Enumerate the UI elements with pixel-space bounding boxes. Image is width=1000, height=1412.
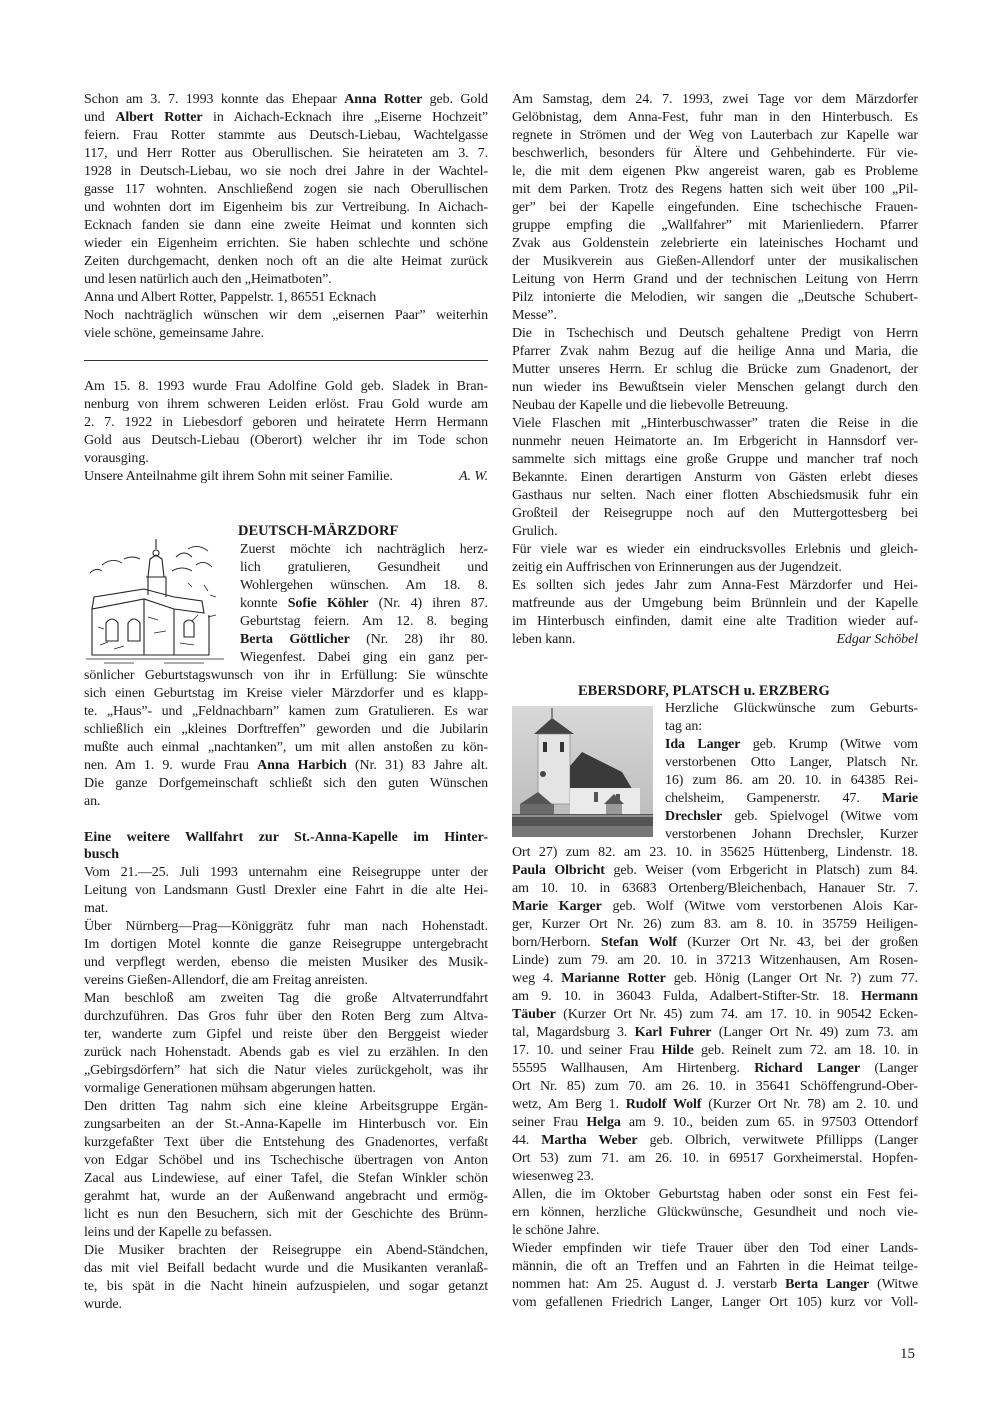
- text-line: [512, 307, 918, 325]
- text-line: [512, 631, 918, 649]
- text-line: [84, 775, 488, 793]
- text-run: (Kurzer Ort Nr. 45) zum 74. am 17. 10. in 90542 Ecken-: [555, 1007, 918, 1022]
- text-run: geb. Wolf (Witwe vom verstorbenen Alois Kar-: [601, 899, 918, 914]
- text-run: tal, Magardsburg 3.: [512, 1025, 635, 1040]
- text-run: Vom 21.—25. Juli 1993 unternahm eine Reisegruppe unter der: [84, 865, 488, 880]
- text-run: born/Herborn.: [512, 935, 601, 950]
- text-line: [84, 1206, 488, 1224]
- text-run: und: [84, 110, 116, 125]
- text-line: [84, 864, 488, 882]
- text-run: in Aichach-Ecknach ihre „Eiserne Hochzeit”: [202, 110, 488, 125]
- text-line: [512, 595, 918, 613]
- text-line: [512, 181, 918, 199]
- text-run: Den dritten Tag nahm sich eine kleine Arbeitsgruppe Ergän-: [84, 1099, 488, 1114]
- text-run: regnete in Strömen und der Weg von Lauterbach zur Kapelle war: [512, 128, 918, 143]
- text-line: [84, 685, 488, 703]
- text-run: Viele Flaschen mit „Hinterbuschwasser” traten die Reise in die: [512, 416, 918, 431]
- text-line: [84, 1026, 488, 1044]
- text-run: geb. Olbrich, verwitwete Pfillipps (Langer: [637, 1133, 918, 1148]
- article-heading-wallfahrt: [84, 829, 488, 863]
- person-name: Rudolf Wolf: [625, 1097, 702, 1112]
- text-run: geb. Hönig (Langer Ort Nr. ?) zum 77.: [665, 971, 918, 986]
- text-line: [512, 469, 918, 487]
- text-line: [512, 361, 918, 379]
- text-run: licht es nun den Besuchern, sich mit der Geschichte des Brünn-: [84, 1207, 488, 1222]
- page-number: 15: [900, 1346, 915, 1362]
- text-run: wieder ein Eigenheim errichten. Sie haben schlechte und schöne: [84, 236, 488, 251]
- article-maerzdorf-birthdays: [84, 541, 488, 811]
- text-line: [84, 721, 488, 739]
- text-run: le, die mit dem eigenen Pkw angereist waren, gab es Probleme: [512, 164, 918, 179]
- text-run: am 9. 10. in 36043 Fulda, Adalbert-Stifter-Str. 18.: [512, 989, 862, 1004]
- text-line: [84, 1062, 488, 1080]
- text-line: [84, 1260, 488, 1278]
- text-run: wetz, Am Berg 1.: [512, 1097, 626, 1112]
- text-line: [512, 145, 918, 163]
- person-name: Berta Langer: [785, 1277, 870, 1292]
- text-run: ern können, herzliche Glückwünsche, Gesundheit und noch vie-: [512, 1205, 918, 1220]
- text-line: [512, 1150, 918, 1168]
- text-run: Man beschloß am zweiten Tag die große Altvaterrundfahrt: [84, 991, 488, 1006]
- text-run: geb. Weiser (vom Erbgericht in Platsch) zum 84.: [604, 863, 918, 878]
- text-run: nen. Am 1. 9. wurde Frau: [84, 758, 258, 773]
- text-line: [84, 253, 488, 271]
- text-run: Allen, die im Oktober Geburtstag haben oder sonst ein Fest fei-: [512, 1187, 918, 1202]
- text-run: beschwerlich, besonders für Ältere und Gehbehinderte. Für vie-: [512, 146, 918, 161]
- text-run: gerahmt hat, wurde an der Außenwand angebracht und ermög-: [84, 1189, 488, 1204]
- text-run: Zvak aus Goldenstein zelebrierte ein lateinisches Hochamt und: [512, 236, 918, 251]
- text-run: Zuerst möchte ich nachträglich herz-: [240, 542, 488, 557]
- text-run: 2. 7. 1922 in Liebesdorf geboren und heiratete Herrn Hermann: [84, 415, 488, 430]
- text-line: [512, 127, 918, 145]
- text-line: [84, 1044, 488, 1062]
- text-run: verstorbenen Otto Langer, Platsch Nr.: [665, 755, 918, 770]
- text-line: [512, 109, 918, 127]
- text-line: [512, 1042, 918, 1060]
- text-line: [84, 199, 488, 217]
- text-line: [84, 1080, 488, 1098]
- text-run: geb. Spielvogel (Witwe vom: [722, 809, 918, 824]
- text-run: an.: [84, 794, 101, 809]
- person-name: Martha Weber: [541, 1133, 638, 1148]
- person-name: Richard Langer: [754, 1061, 860, 1076]
- person-name: Karl Fuhrer: [634, 1025, 712, 1040]
- text-run: zungsarbeiten an der St.-Anna-Kapelle im Hinterbusch vor. Ein: [84, 1117, 488, 1132]
- text-line: [512, 1168, 918, 1186]
- text-line: [84, 667, 488, 685]
- text-run: Gasthaus nur selten. Nach einer flotten Abschiedsmusik fuhr ein: [512, 488, 918, 503]
- text-run: und wohnten dort im Eigenheim bis zur Vertreibung. In Aichach-: [84, 200, 488, 215]
- text-run: ter, wanderte zum Gipfel und reiste über den Berggeist wieder: [84, 1027, 488, 1042]
- text-line: [512, 199, 918, 217]
- text-line: [84, 1224, 488, 1242]
- text-line: [84, 271, 488, 289]
- text-run: der Musikverein aus Gießen-Allendorf unter der musikalischen: [512, 254, 918, 269]
- text-line: [84, 109, 488, 127]
- text-line: [84, 127, 488, 145]
- text-run: wiesenweg 23.: [512, 1169, 594, 1184]
- text-line: [512, 1204, 918, 1222]
- text-run: gasse 117 wohnten. Anschließend zogen sie nach Oberullischen: [84, 182, 488, 197]
- text-line: [512, 1078, 918, 1096]
- text-run: sönlicher Geburtstagswunsch von ihr in Erfüllung: Sie wünschte: [84, 668, 488, 683]
- text-line: [512, 1060, 918, 1078]
- text-line: [84, 1170, 488, 1188]
- text-run: Pfarrer Zvak nahm Bezug auf die heilige Anna und Maria, die: [512, 344, 918, 359]
- article-rotter-iron-wedding: [84, 91, 488, 343]
- text-run: zeitig ein Auffrischen von Erinnerungen aus der Jugendzeit.: [512, 560, 842, 575]
- text-line: [512, 916, 918, 934]
- text-run: Gold aus Deutsch-Liebau (Oberort) welcher ihr im Tode schon: [84, 433, 488, 448]
- text-run: Leitung von Herrn Grand und der technischen Leitung von Herrn: [512, 272, 918, 287]
- text-run: geb. Reinelt zum 72. am 18. 10. in: [693, 1043, 918, 1058]
- text-run: Am Samstag, dem 24. 7. 1993, zwei Tage vor dem Märzdorfer: [512, 92, 918, 107]
- text-run: Mutter unseres Herrn. Er schlug die Brücke zum Gnadenort, der: [512, 362, 918, 377]
- text-line: [84, 757, 488, 775]
- text-line: [512, 271, 918, 289]
- text-line: [84, 325, 488, 343]
- text-run: tag an:: [665, 719, 703, 734]
- text-line: [84, 918, 488, 936]
- text-run: wurde.: [84, 1297, 122, 1312]
- text-run: sich einen Geburtstag im Kreise vieler Märzdorfer und es klapp-: [84, 686, 488, 701]
- text-run: Die ganze Dorfgemeinschaft schließt sich den guten Wünschen: [84, 776, 488, 791]
- text-line: [84, 1134, 488, 1152]
- text-run: vom gefallenen Friedrich Langer, Langer Ort 105) kurz vor Voll-: [512, 1295, 918, 1310]
- text-line: [84, 289, 488, 307]
- person-name: Anna Harbich: [257, 758, 347, 773]
- text-line: [512, 1276, 918, 1294]
- text-line: [84, 936, 488, 954]
- text-run: Anna und Albert Rotter, Pappelstr. 1, 86551 Ecknach: [84, 290, 377, 305]
- text-run: vormalige Generationen mühsam abgerungen hatten.: [84, 1081, 376, 1096]
- person-name: Paula Olbricht: [512, 863, 605, 878]
- text-line: [84, 954, 488, 972]
- text-line: [512, 487, 918, 505]
- text-line: [84, 217, 488, 235]
- text-line: [84, 91, 488, 109]
- text-run: Noch nachträglich wünschen wir dem „eisernen Paar” weiterhin: [84, 308, 488, 323]
- text-run: (Witwe: [869, 1277, 918, 1292]
- text-run: Am 15. 8. 1993 wurde Frau Adolfine Gold geb. Sladek in Bran-: [84, 379, 488, 394]
- text-run: Wieder empfinden wir tiefe Trauer über den Tod einer Lands-: [512, 1241, 918, 1256]
- text-run: feiern. Frau Rotter stammte aus Deutsch-Liebau, Wachtelgasse: [84, 128, 488, 143]
- text-run: Im dortigen Motel konnte die ganze Reisegruppe untergebracht: [84, 937, 488, 952]
- person-name: Marie: [881, 791, 918, 806]
- text-line: [84, 739, 488, 757]
- text-line: [84, 1116, 488, 1134]
- text-line: [84, 793, 488, 811]
- text-run: Ort 53) zum 71. am 26. 10. in 69517 Gorxheimerstal. Hopfen-: [512, 1151, 918, 1166]
- text-run: weg 4.: [512, 971, 562, 986]
- text-line: [512, 1186, 918, 1204]
- text-run: von Edgar Schöbel und ins Tschechische übertragen von Anton: [84, 1153, 488, 1168]
- text-line: [512, 343, 918, 361]
- text-line: [512, 1132, 918, 1150]
- text-line: [84, 145, 488, 163]
- text-run: Unsere Anteilnahme gilt ihrem Sohn mit seiner Familie.: [84, 469, 393, 484]
- text-line: [512, 91, 918, 109]
- person-name: Hermann: [861, 989, 918, 1004]
- text-line: [512, 379, 918, 397]
- text-run: Wiegenfest. Dabei ging ein ganz per-: [240, 650, 488, 665]
- text-line: [84, 882, 488, 900]
- text-run: das mit viel Beifall bedacht wurde und die Musikanten veranlaß-: [84, 1261, 488, 1276]
- text-run: Die in Tschechisch und Deutsch gehaltene Predigt von Herrn: [512, 326, 918, 341]
- text-run: Ort Nr. 85) zum 70. am 26. 10. in 35641 Schöffengrund-Ober-: [512, 1079, 918, 1094]
- text-run: te. „Haus”- und „Feldnachbarn” kamen zum Gratulieren. Es war: [84, 704, 488, 719]
- person-name: Sofie Köhler: [287, 596, 369, 611]
- text-run: Zacal aus Lindewiese, auf einer Tafel, die Stefan Winkler schön: [84, 1171, 488, 1186]
- text-line: [84, 972, 488, 990]
- text-line: [84, 900, 488, 918]
- text-line: [84, 1008, 488, 1026]
- text-line: [84, 235, 488, 253]
- person-name: Täuber: [512, 1007, 556, 1022]
- text-run: (Langer Ort Nr. 49) zum 73. am: [711, 1025, 918, 1040]
- text-run: und verpflegt werden, ebenso die meisten Musiker des Musik-: [84, 955, 488, 970]
- text-line: [84, 1242, 488, 1260]
- text-line: [512, 880, 918, 898]
- text-line: [512, 1294, 918, 1312]
- text-run: mit dem Parken. Trotz des Regens hatten sich weit über 100 „Pil-: [512, 182, 918, 197]
- author-signature: A. W.: [459, 469, 488, 484]
- text-line: [84, 1098, 488, 1116]
- text-run: (Kurzer Ort Nr. 43, bei der großen: [676, 935, 918, 950]
- text-line: [512, 253, 918, 271]
- text-run: kurzgefaßter Text über die Entstehung des Gnadenortes, verfaßt: [84, 1135, 488, 1150]
- text-run: seiner Frau: [512, 1115, 587, 1130]
- text-line: [512, 1114, 918, 1132]
- text-line: [84, 396, 488, 414]
- text-line: [84, 468, 488, 486]
- text-line: [512, 559, 918, 577]
- text-line: [512, 970, 918, 988]
- text-run: Schon am 3. 7. 1993 konnte das Ehepaar: [84, 92, 345, 107]
- text-line: [512, 898, 918, 916]
- church-photo: [512, 700, 665, 844]
- text-line: [512, 163, 918, 181]
- text-run: 1928 in Deutsch-Liebau, wo sie noch drei Jahre in der Wachtel-: [84, 164, 488, 179]
- text-run: matfreunde aus der Umgebung beim Brünnlein und der Kapelle: [512, 596, 918, 611]
- text-line: [84, 181, 488, 199]
- text-run: geb. Krump (Witwe vom: [740, 737, 918, 752]
- text-run: lich gratulieren, Gesundheit und: [240, 560, 488, 575]
- text-line: [84, 378, 488, 396]
- person-name: Anna Rotter: [344, 92, 423, 107]
- text-run: gruppe empfing die „Wallfahrer” mit Marienliedern. Pfarrer: [512, 218, 918, 233]
- text-run: Leitung von Landsmann Gustl Drexler eine Fahrt in die alte Hei-: [84, 883, 488, 898]
- person-name: Ida Langer: [665, 737, 741, 752]
- text-line: [84, 432, 488, 450]
- text-line: [84, 1152, 488, 1170]
- text-run: Bekannte. Einen derartigen Ansturm von Gästen erlebt dieses: [512, 470, 918, 485]
- text-run: im Hinterbusch einfinden, damit eine alte Tradition wieder auf-: [512, 614, 918, 629]
- text-line: [84, 163, 488, 181]
- text-run: mat.: [84, 901, 109, 916]
- person-name: Marianne Rotter: [561, 971, 666, 986]
- heading-line: busch: [84, 847, 120, 862]
- heading-line: Eine weitere Wallfahrt zur St.-Anna-Kapelle im Hinter-: [84, 830, 488, 845]
- text-run: leben kann.: [512, 632, 576, 647]
- text-line: [512, 862, 918, 880]
- text-run: mußte auch einmal „nachtanken”, um mit allen anstoßen zu kön-: [84, 740, 488, 755]
- person-name: Helga: [586, 1115, 621, 1130]
- text-line: [84, 307, 488, 325]
- text-run: Pilz intonierte die Melodien, wir sangen die „Deutsche Schubert-: [512, 290, 918, 305]
- text-line: [512, 1240, 918, 1258]
- text-line: [512, 217, 918, 235]
- text-run: viele schöne, gemeinsame Jahre.: [84, 326, 264, 341]
- article-wallfahrt-body: [84, 864, 488, 1314]
- text-line: [512, 1096, 918, 1114]
- text-run: Für viele war es wieder ein eindrucksvolles Erlebnis und gleich-: [512, 542, 918, 557]
- text-line: [512, 1222, 918, 1240]
- text-run: Zeiten durchgemacht, denken noch oft an die alte Heimat zurück: [84, 254, 488, 269]
- chapel-sketch-illustration: [84, 541, 240, 667]
- article-anna-fest: [512, 91, 918, 649]
- text-run: (Nr. 28) ihr 80.: [349, 632, 488, 647]
- article-ebersdorf-birthdays: [512, 700, 918, 1312]
- text-run: (Nr. 4) ihren 87.: [368, 596, 488, 611]
- text-line: [84, 990, 488, 1008]
- author-signature: Edgar Schöbel: [836, 632, 918, 647]
- text-run: verstorbenen Johann Drechsler, Kurzer: [665, 827, 918, 842]
- text-run: Ort 27) zum 82. am 23. 10. in 35625 Hüttenberg, Lindenstr. 18.: [512, 845, 918, 860]
- text-run: konnte: [240, 596, 288, 611]
- text-run: (Langer: [859, 1061, 918, 1076]
- text-line: [512, 451, 918, 469]
- text-line: [84, 1188, 488, 1206]
- text-run: Neubau der Kapelle und die liebevolle Betreuung.: [512, 398, 789, 413]
- text-run: chelsheim, Gampenerstr. 47.: [665, 791, 882, 806]
- text-run: 17. 10. und seiner Frau: [512, 1043, 662, 1058]
- text-run: Linde) zum 79. am 20. 10. in 37213 Witzenhausen, Am Rosen-: [512, 953, 918, 968]
- text-run: le schöne Jahre.: [512, 1223, 600, 1238]
- text-line: [512, 934, 918, 952]
- text-line: [84, 450, 488, 468]
- text-line: [512, 433, 918, 451]
- text-line: [512, 523, 918, 541]
- article-gold-obituary: [84, 378, 488, 486]
- text-run: 16) zum 86. am 20. 10. in 64385 Rei-: [665, 773, 918, 788]
- text-run: nenburg von ihrem schweren Leiden erlöst. Frau Gold wurde am: [84, 397, 488, 412]
- text-line: [84, 1296, 488, 1314]
- text-run: 44.: [512, 1133, 542, 1148]
- text-line: [84, 703, 488, 721]
- text-line: [512, 988, 918, 1006]
- text-run: zurück nach Hohenstadt. Abends gab es viel zu erzählen. In den: [84, 1045, 488, 1060]
- text-run: am 9. 10., beiden zum 65. in 97503 Ottendorf: [620, 1115, 919, 1130]
- text-run: ger, Kurzer Ort Nr. 26) zum 83. am 8. 10. in 35759 Heiligen-: [512, 917, 918, 932]
- text-run: (Kurzer Ort Nr. 78) am 2. 10. und: [701, 1097, 918, 1112]
- person-name: Marie Karger: [512, 899, 602, 914]
- text-line: [512, 325, 918, 343]
- text-line: [84, 1278, 488, 1296]
- text-run: Geburtstag feiern. Am 12. 8. beging: [240, 614, 488, 629]
- text-run: Es sollten sich jedes Jahr zum Anna-Fest Märzdorfer und Hei-: [512, 578, 918, 593]
- text-run: (Nr. 31) 83 Jahre alt.: [346, 758, 489, 773]
- text-run: leins und der Kapelle zu befassen.: [84, 1225, 272, 1240]
- text-line: [512, 505, 918, 523]
- person-name: Albert Rotter: [115, 110, 203, 125]
- text-run: Die Musiker brachten der Reisegruppe ein Abend-Ständchen,: [84, 1243, 488, 1258]
- text-run: sammelte sich mittags eine große Gruppe und mancher traf noch: [512, 452, 918, 467]
- text-run: männin, die oft an Treffen und an Fahrten in die Heimat teilge-: [512, 1259, 918, 1274]
- text-run: Messe”.: [512, 308, 557, 323]
- text-run: Großteil der Reisegruppe noch auf den Muttergottesberg bei: [512, 506, 918, 521]
- person-name: Berta Göttlicher: [240, 632, 350, 647]
- text-run: durchzuführen. Das Gros fuhr über den Roten Berg zum Altva-: [84, 1009, 488, 1024]
- text-run: schließlich ein „kleines Dorftreffen” geworden und die Jubilarin: [84, 722, 488, 737]
- text-line: [512, 577, 918, 595]
- text-line: [512, 397, 918, 415]
- person-name: Hilde: [661, 1043, 694, 1058]
- text-run: geb. Gold: [422, 92, 489, 107]
- person-name: Drechsler: [665, 809, 723, 824]
- text-run: 55595 Wallhausen, Am Hirtenberg.: [512, 1061, 755, 1076]
- text-run: 117, und Herr Rotter aus Oberullischen. Sie heirateten am 3. 7.: [84, 146, 488, 161]
- text-run: Über Nürnberg—Prag—Königgrätz fuhr man nach Hohenstadt.: [84, 919, 488, 934]
- text-run: Ecknach fanden sie dann eine zweite Heimat und konnten sich: [84, 218, 488, 233]
- text-line: [512, 1006, 918, 1024]
- section-heading-deutsch-maerzdorf: DEUTSCH-MÄRZDORF: [238, 523, 399, 539]
- text-run: Wohlergehen wünschen. Am 18. 8.: [240, 578, 488, 593]
- text-line: [512, 289, 918, 307]
- text-line: [512, 541, 918, 559]
- text-run: „Gebirgsdörfern” hat sich die Natur vieles zurückgeholt, was ihr: [84, 1063, 488, 1078]
- text-run: am 10. 10. in 63683 Ortenberg/Bleichenbach, Hanauer Str. 7.: [512, 881, 918, 896]
- text-run: te, bis spät in die Nacht hinein aufzuspielen, und sogar getanzt: [84, 1279, 488, 1294]
- text-line: [512, 952, 918, 970]
- text-run: Grulich.: [512, 524, 558, 539]
- text-run: vereins Gießen-Allendorf, die am Freitag anreisten.: [84, 973, 368, 988]
- text-run: Herzliche Glückwünsche zum Geburts-: [665, 701, 918, 716]
- text-line: [512, 613, 918, 631]
- text-line: [512, 415, 918, 433]
- text-run: nun wieder ins Bewußtsein vieler Menschen gelangt durch den: [512, 380, 918, 395]
- text-run: und lesen natürlich auch den „Heimatboten”.: [84, 272, 332, 287]
- text-run: vorausging.: [84, 451, 149, 466]
- text-run: nommen hat: Am 25. August d. J. verstarb: [512, 1277, 786, 1292]
- text-run: ger” bei der Kapelle eingefunden. Eine tschechische Frauen-: [512, 200, 918, 215]
- text-line: [512, 1258, 918, 1276]
- text-line: [84, 414, 488, 432]
- text-line: [512, 844, 918, 862]
- divider-rule: [84, 360, 488, 361]
- text-line: [512, 235, 918, 253]
- text-line: [512, 1024, 918, 1042]
- text-run: nunmehr neuen Heimatorte an. Im Erbgericht in Hannsdorf ver-: [512, 434, 918, 449]
- section-heading-ebersdorf: EBERSDORF, PLATSCH u. ERZBERG: [578, 683, 830, 699]
- person-name: Stefan Wolf: [600, 935, 677, 950]
- text-run: Gelöbnistag, dem Anna-Fest, fuhr man in den Hinterbusch. Es: [512, 110, 918, 125]
